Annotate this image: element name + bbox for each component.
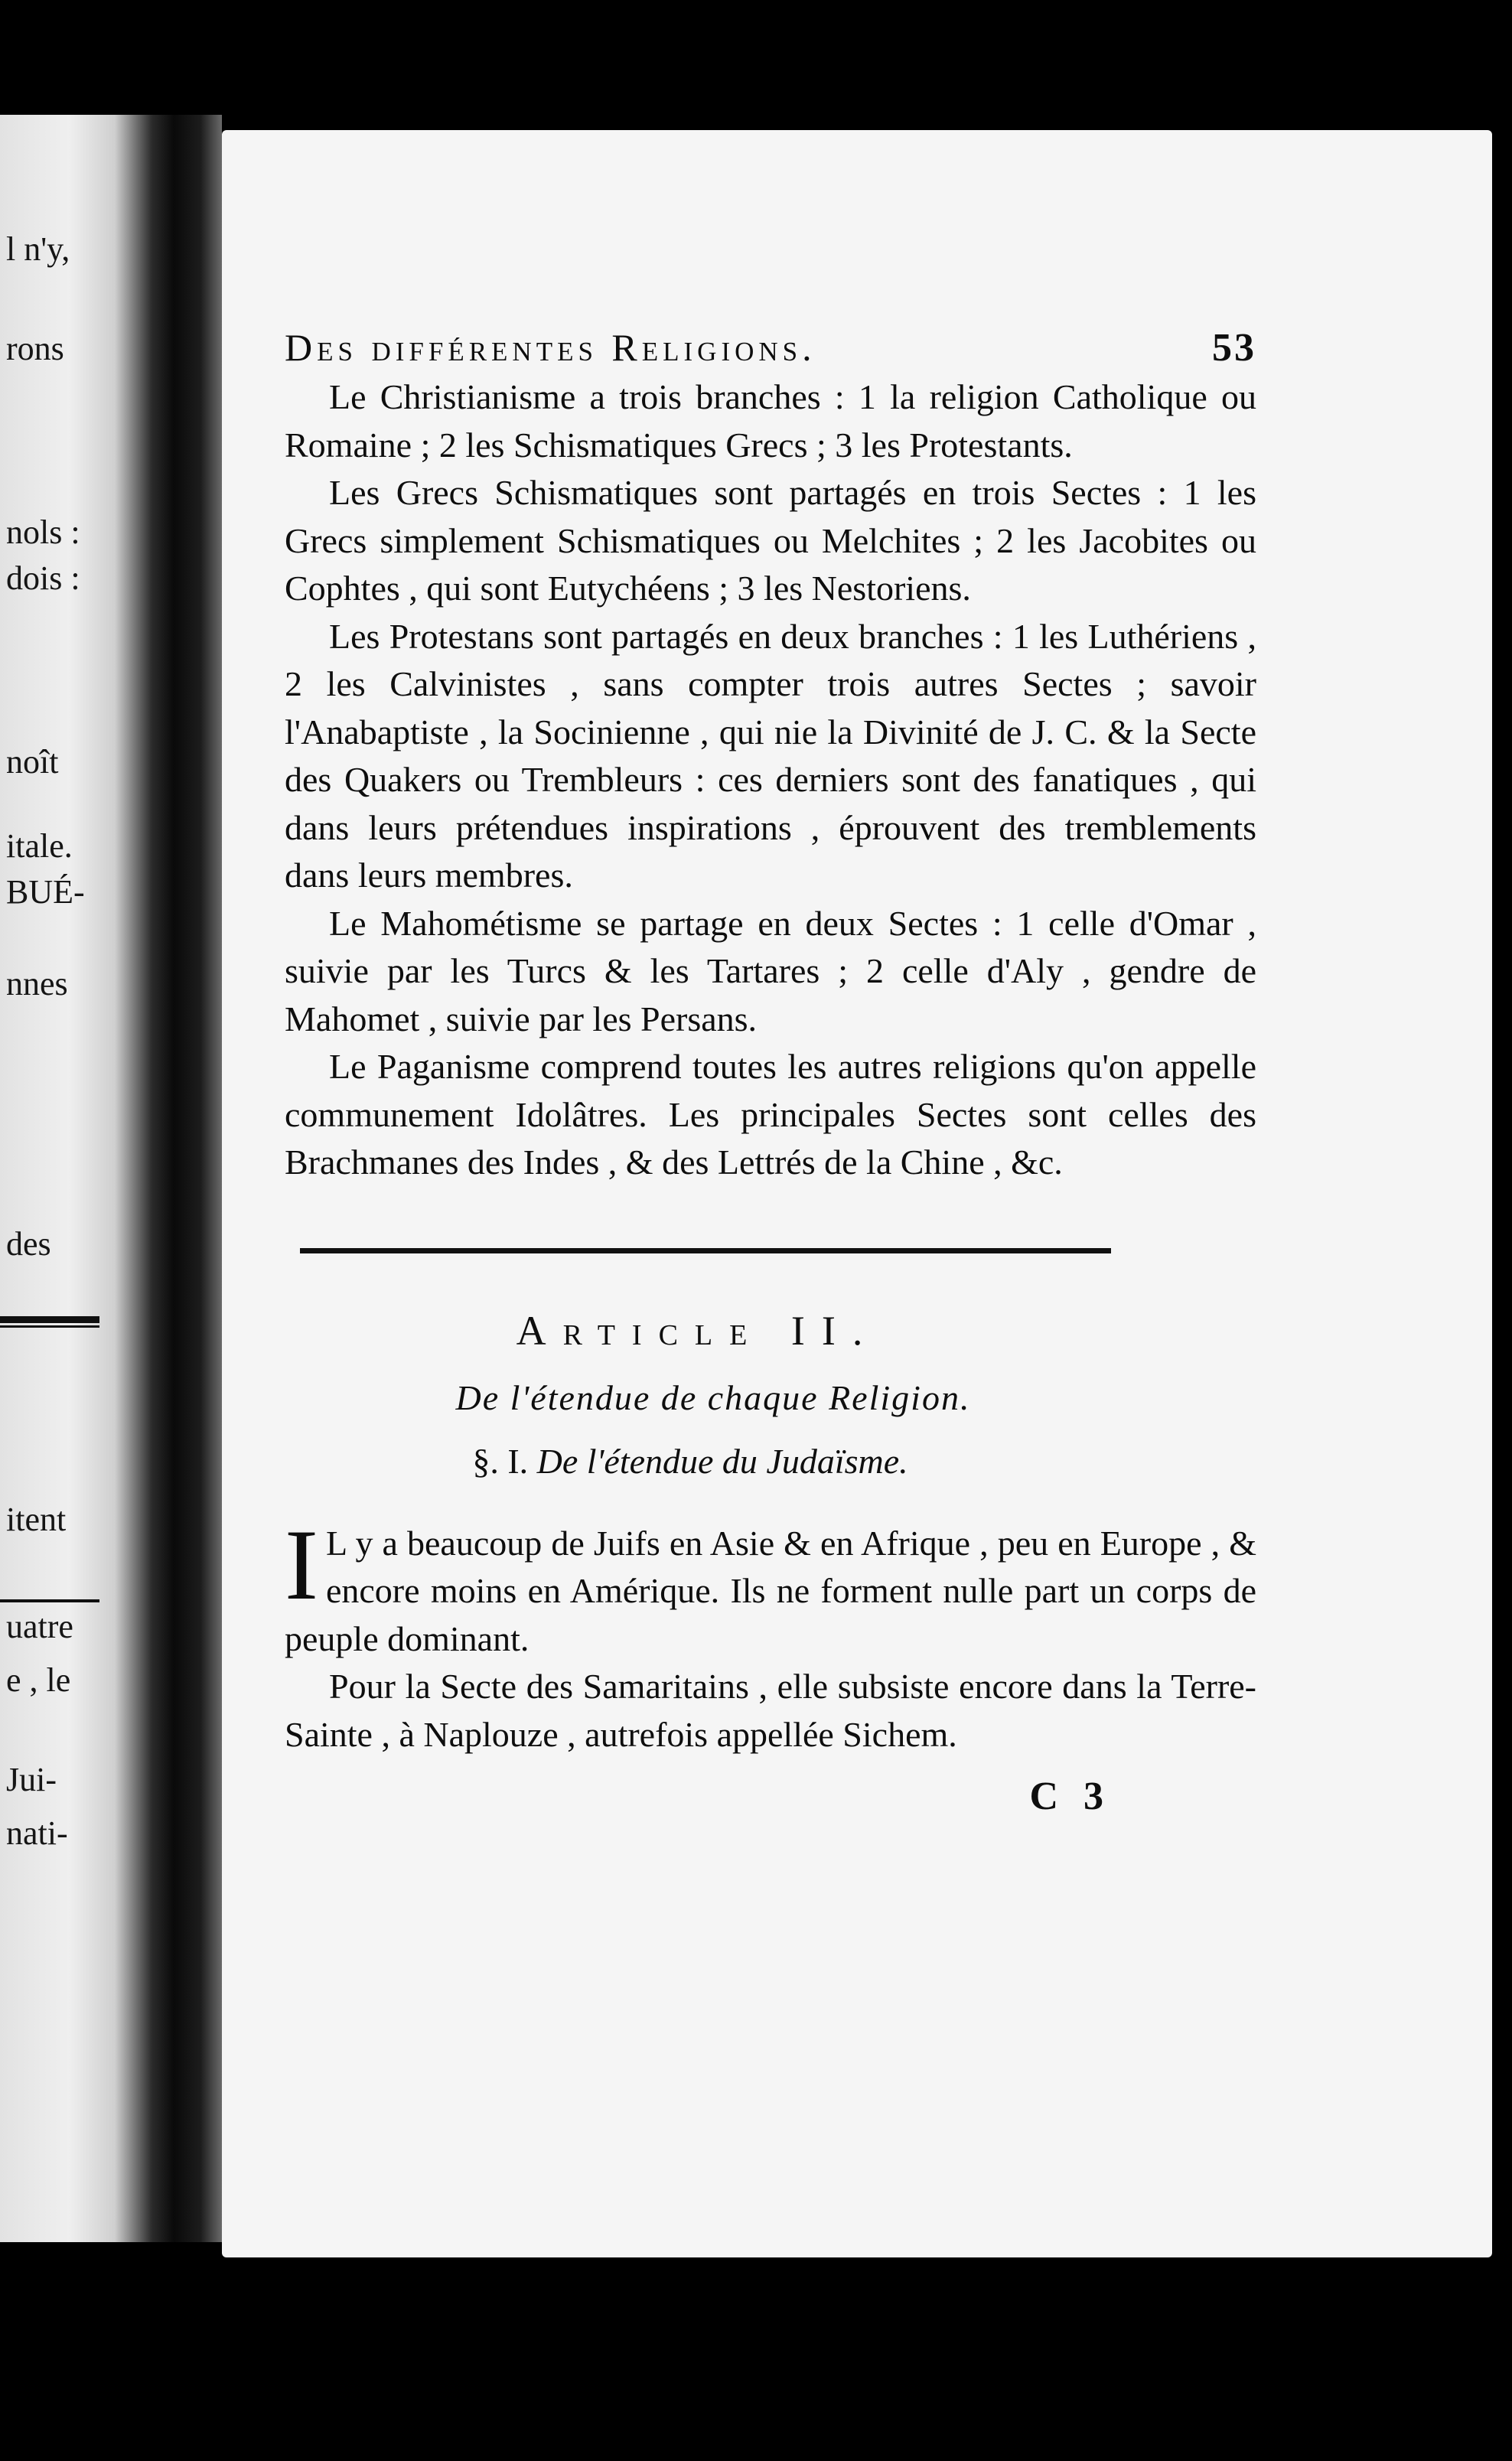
left-page-text: dois : xyxy=(6,559,80,597)
section-heading xyxy=(285,1441,1096,1481)
book-page xyxy=(222,130,1492,2257)
left-page-rule-thin xyxy=(0,1325,99,1328)
left-page-text: Jui- xyxy=(6,1761,57,1798)
section-mark: §. I. xyxy=(472,1441,529,1481)
left-page-rule xyxy=(0,1316,99,1323)
left-page-text: BUÉ- xyxy=(6,873,85,911)
running-head-title: Des différentes Religions. xyxy=(285,326,816,369)
paragraph-christianisme: Le Christianisme a trois branches : 1 la religion Catholique ou Romaine ; 2 les Schismatiques Grecs ; 3 les Protestants. xyxy=(285,377,1256,464)
page-content xyxy=(285,325,1256,1819)
paragraph-judaisme xyxy=(285,1508,1256,1664)
paragraph-samaritains: Pour la Secte des Samaritains , elle subsiste encore dans la Terre-Sainte , à Naplouze , autrefois appellée Sichem. xyxy=(285,1667,1256,1754)
section-divider xyxy=(300,1248,1111,1253)
left-page-fragment xyxy=(0,115,115,2242)
left-page-text: nols : xyxy=(6,513,80,551)
section-title: De l'étendue du Judaïsme. xyxy=(536,1441,908,1481)
catchword: C 3 xyxy=(1029,1775,1111,1818)
left-page-text: e , le xyxy=(6,1661,71,1699)
left-page-text: nati- xyxy=(6,1814,68,1852)
article-title: Article II. xyxy=(516,1307,880,1354)
left-page-text: noît xyxy=(6,743,59,781)
paragraph-paganisme: Le Paganisme comprend toutes les autres religions qu'on appelle communement Idolâtres. Les principales Sectes sont celles des Brachmanes des Indes , & des Lettrés de la Chine , &c. xyxy=(285,1047,1256,1182)
paragraph-protestans: Les Protestans sont partagés en deux branches : 1 les Luthériens , 2 les Calvinistes , sans compter trois autres Sectes ; savoir l'Anabaptiste , la Socinienne , qui nie la Divinité de J. C. & la Secte des Quakers ou Trembleurs : ces derniers sont des fanatiques , qui dans leurs prétendues inspirations , éprouvent des tremblements dans leurs membres. xyxy=(285,616,1256,895)
paragraph-grecs: Les Grecs Schismatiques sont partagés en trois Sectes : 1 les Grecs simplement Schismatiques ou Melchites ; 2 les Jacobites ou Cophtes , qui sont Eutychéens ; 3 les Nestoriens. xyxy=(285,473,1256,608)
drop-cap: I xyxy=(285,1508,318,1621)
running-head xyxy=(285,325,1256,370)
page-number: 53 xyxy=(1212,326,1256,370)
article-subtitle: De l'étendue de chaque Religion. xyxy=(455,1377,971,1417)
left-page-rule-lower xyxy=(0,1599,99,1602)
left-page-text: uatre xyxy=(6,1608,73,1645)
left-page-text: itent xyxy=(6,1501,67,1538)
left-page-text: itale. xyxy=(6,827,73,865)
paragraph-mahometisme: Le Mahométisme se partage en deux Sectes : 1 celle d'Omar , suivie par les Turcs & les Tartares ; 2 celle d'Aly , gendre de Mahomet , suivie par les Persans. xyxy=(285,903,1256,1038)
left-page-text: l n'y, xyxy=(6,230,70,268)
book-gutter xyxy=(115,115,222,2242)
left-page-text: nnes xyxy=(6,965,68,1002)
left-page-text: rons xyxy=(6,330,64,367)
left-page-text: des xyxy=(6,1225,51,1263)
paragraph-judaisme-text: L y a beaucoup de Juifs en Asie & en Afrique , peu en Europe , & encore moins en Amérique. Ils ne forment nulle part un corps de peuple dominant. xyxy=(285,1523,1256,1658)
